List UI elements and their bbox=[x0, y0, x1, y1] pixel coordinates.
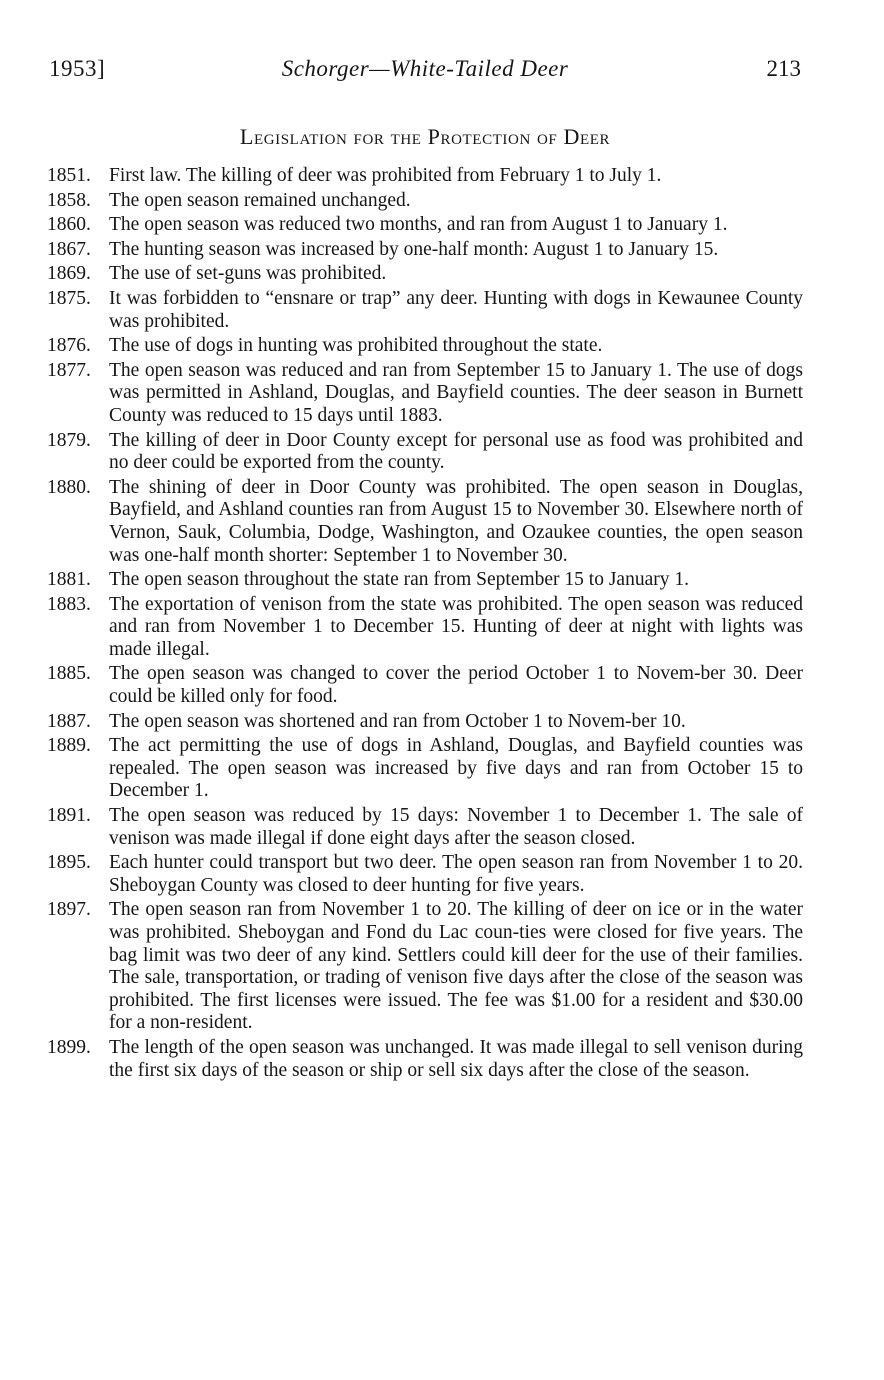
entry-year: 1851. bbox=[47, 165, 91, 186]
entry-text: The open season was reduced by 15 days: November 1 to December 1. The sale of venison was made illegal if done eight days after the season closed. bbox=[109, 805, 803, 849]
list-item bbox=[47, 214, 803, 237]
list-item bbox=[47, 165, 803, 188]
list-item bbox=[47, 711, 803, 734]
list-item bbox=[47, 477, 803, 567]
entry-text: The act permitting the use of dogs in Ashland, Douglas, and Bayfield counties was repealed. The open season was increased by five days and ran from October 15 to December 1. bbox=[109, 735, 803, 802]
list-item bbox=[47, 190, 803, 213]
entry-year: 1869. bbox=[47, 263, 91, 285]
entry-text: The open season remained unchanged. bbox=[109, 189, 411, 211]
list-item bbox=[47, 263, 803, 286]
entry-text: The use of dogs in hunting was prohibited throughout the state. bbox=[109, 335, 603, 357]
entry-year: 1867. bbox=[47, 238, 91, 260]
entry-year: 1881. bbox=[47, 569, 91, 591]
entry-text: The open season throughout the state ran from September 15 to January 1. bbox=[109, 569, 689, 591]
entry-text: The length of the open season was unchanged. It was made illegal to sell venison during the first six days of the season or ship or sell six days after the close of the season. bbox=[109, 1036, 803, 1081]
entry-text: First law. The killing of deer was prohibited from February 1 to July 1. bbox=[109, 165, 662, 186]
list-item bbox=[47, 899, 803, 1035]
list-item bbox=[47, 594, 803, 662]
entry-year: 1891. bbox=[47, 805, 91, 827]
entry-text: The open season was reduced two months, and ran from August 1 to January 1. bbox=[109, 214, 728, 236]
list-item bbox=[47, 430, 803, 475]
entry-text: Each hunter could transport but two deer. The open season ran from November 1 to 20. Sheboygan County was closed to deer hunting for five years. bbox=[109, 852, 803, 896]
entry-year: 1879. bbox=[47, 429, 91, 451]
entry-year: 1897. bbox=[47, 899, 91, 921]
entry-year: 1899. bbox=[47, 1036, 91, 1058]
header-year: 1953] bbox=[49, 56, 106, 81]
entry-text: The killing of deer in Door County except for personal use as food was prohibited and no deer could be exported from the county. bbox=[109, 429, 803, 474]
entry-text: The open season was reduced and ran from September 15 to January 1. The use of dogs was permitted in Ashland, Douglas, and Bayfield counties. The deer season in Burnett County was reduced to 15 days until 1883. bbox=[109, 359, 803, 426]
entry-year: 1883. bbox=[47, 593, 91, 615]
entry-year: 1877. bbox=[47, 359, 91, 381]
page-number: 213 bbox=[766, 56, 801, 81]
entry-year: 1889. bbox=[47, 735, 91, 757]
entry-text: The hunting season was increased by one-half month: August 1 to January 15. bbox=[109, 238, 719, 260]
entry-year: 1858. bbox=[47, 189, 91, 211]
list-item bbox=[47, 335, 803, 358]
entry-year: 1880. bbox=[47, 476, 91, 498]
entry-year: 1875. bbox=[47, 287, 91, 309]
running-head bbox=[49, 54, 801, 88]
entry-text: The open season was shortened and ran from October 1 to Novem-ber 10. bbox=[109, 710, 686, 732]
entry-year: 1887. bbox=[47, 710, 91, 732]
section-title: Legislation for the Protection of Deer bbox=[239, 124, 611, 149]
entry-year: 1876. bbox=[47, 335, 91, 357]
legislation-list bbox=[47, 165, 803, 1084]
entry-year: 1895. bbox=[47, 852, 91, 874]
entry-text: It was forbidden to “ensnare or trap” any deer. Hunting with dogs in Kewaunee County was prohibited. bbox=[109, 287, 803, 332]
list-item bbox=[47, 360, 803, 428]
entry-text: The shining of deer in Door County was prohibited. The open season in Douglas, Bayfield, and Ashland counties ran from August 15 to November 30. Elsewhere north of Vernon, Sauk, Columbia, Dodge, Washington, and Ozaukee counties, the open season was one-half month shorter: September 1 to November 30. bbox=[109, 476, 803, 566]
list-item bbox=[47, 1037, 803, 1082]
list-item bbox=[47, 735, 803, 803]
entry-text: The use of set-guns was prohibited. bbox=[109, 263, 387, 285]
list-item bbox=[47, 288, 803, 333]
list-item bbox=[47, 805, 803, 850]
list-item bbox=[47, 239, 803, 262]
header-title: Schorger—White-Tailed Deer bbox=[281, 56, 569, 81]
list-item bbox=[47, 569, 803, 592]
entry-text: The open season ran from November 1 to 20. The killing of deer on ice or in the water was prohibited. Sheboygan and Fond du Lac coun-ties were closed for five years. The bag limit was two deer of any kind. Settlers could kill deer for the use of their families. The sale, transportation, or trading of venison five days after the close of the season was prohibited. The first licenses were issued. The fee was $1.00 for a resident and $30.00 for a non-resident. bbox=[109, 899, 803, 1034]
entry-text: The exportation of venison from the state was prohibited. The open season was reduced and ran from November 1 to December 15. Hunting of deer at night with lights was made illegal. bbox=[109, 593, 803, 660]
entry-text: The open season was changed to cover the period October 1 to Novem-ber 30. Deer could be killed only for food. bbox=[109, 663, 803, 708]
entry-year: 1860. bbox=[47, 214, 91, 236]
entry-year: 1885. bbox=[47, 663, 91, 685]
list-item bbox=[47, 852, 803, 897]
list-item bbox=[47, 663, 803, 708]
